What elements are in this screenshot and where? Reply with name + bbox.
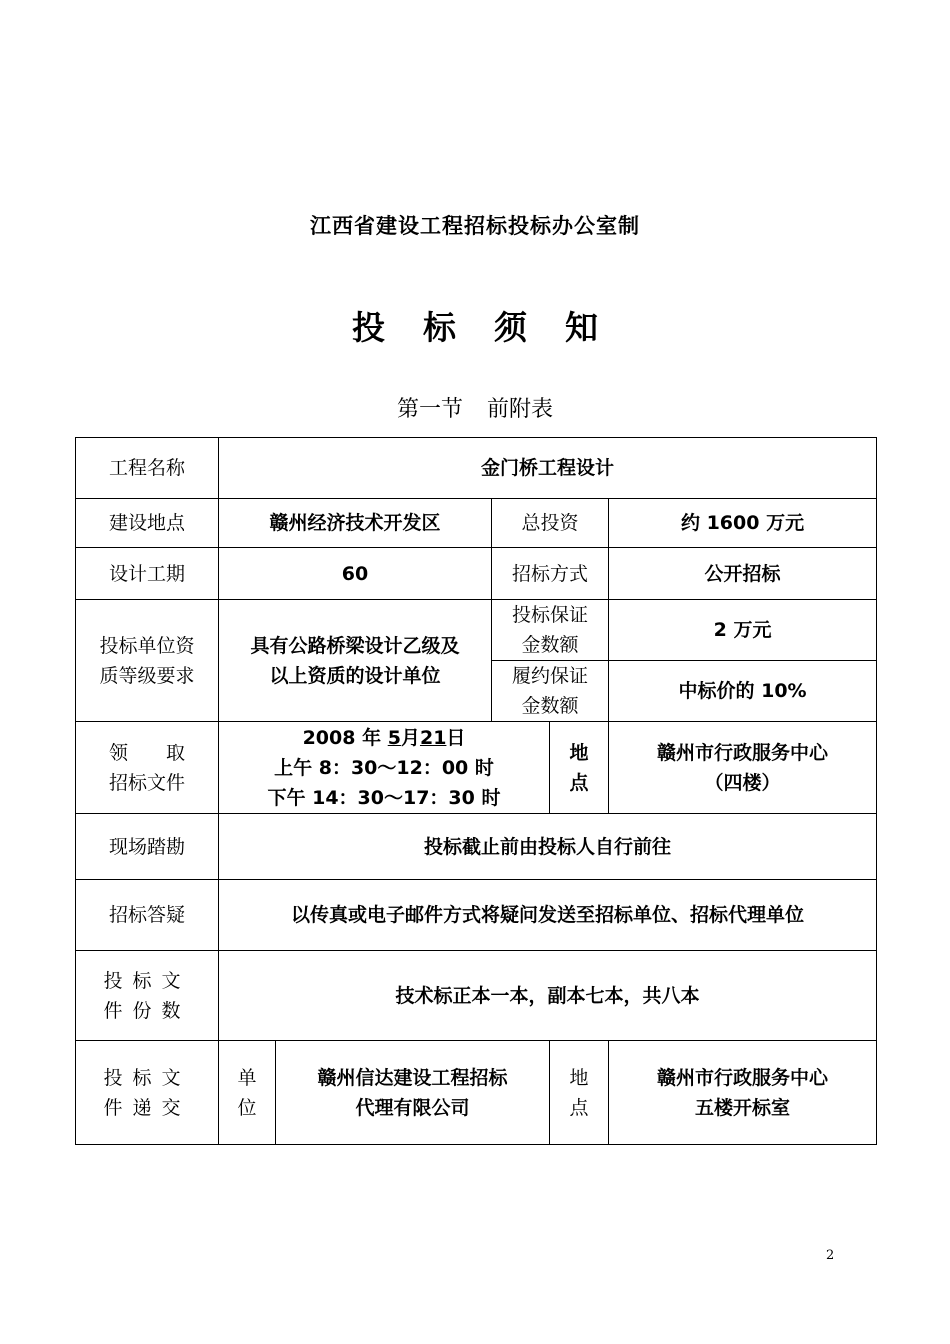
qualification-label-line: 质等级要求 (99, 664, 195, 687)
duration-value: 60 (219, 548, 492, 600)
title-char: 须 (494, 308, 527, 347)
submission-unit-line: 代理有限公司 (355, 1096, 470, 1119)
date-day-unit: 日 (446, 726, 466, 749)
copies-label (76, 951, 219, 1041)
page-number: 2 (826, 1248, 835, 1263)
copies-label-line: 投标文 (103, 969, 191, 992)
copies-value: 技术标正本一本，副本七本，共八本 (219, 951, 877, 1041)
collect-docs-place-label (550, 722, 609, 814)
copies-label-line: 件份数 (103, 999, 191, 1022)
qualification-value-line: 以上资质的设计单位 (269, 664, 441, 687)
collect-docs-label-line: 招标文件 (108, 771, 185, 794)
place-label-char: 点 (569, 1096, 589, 1119)
performance-bond-value: 中标价的 10% (609, 661, 877, 722)
unit-label-char: 位 (237, 1096, 257, 1119)
performance-bond-label-line: 履约保证 (511, 665, 588, 687)
bid-bond-value: 2 万元 (609, 600, 877, 661)
location-value: 赣州经济技术开发区 (219, 499, 492, 548)
collect-docs-place-line: （四楼） (704, 771, 781, 794)
project-name-label: 工程名称 (76, 438, 219, 499)
row-submission (76, 1041, 877, 1145)
performance-bond-label (492, 661, 609, 722)
location-label: 建设地点 (76, 499, 219, 548)
document-title (0, 302, 950, 349)
submission-unit-label (219, 1041, 276, 1145)
submission-label-line: 投标文 (103, 1066, 191, 1089)
date-day: 21 (419, 726, 447, 749)
row-project-name (76, 438, 877, 499)
place-label-char: 点 (569, 771, 589, 794)
clarification-value: 以传真或电子邮件方式将疑问发送至招标单位、招标代理单位 (219, 880, 877, 951)
bid-method-value: 公开招标 (609, 548, 877, 600)
qualification-value-line: 具有公路桥梁设计乙级及 (250, 634, 460, 657)
title-char: 知 (565, 308, 598, 347)
row-collect-documents (76, 722, 877, 814)
investment-value: 约 1600 万元 (609, 499, 877, 548)
date-month-unit: 月 (400, 726, 420, 749)
place-label-char: 地 (569, 741, 589, 764)
row-site-visit (76, 814, 877, 880)
bid-info-table (75, 437, 877, 1145)
submission-place-line: 赣州市行政服务中心 (657, 1066, 829, 1089)
collect-docs-am: 上午 8：30～12：00 时 (274, 756, 494, 779)
submission-place-label (550, 1041, 609, 1145)
place-label-char: 地 (569, 1066, 589, 1089)
collect-docs-label-line: 领 取 (108, 741, 185, 764)
section-heading (0, 392, 950, 423)
submission-unit-value (276, 1041, 550, 1145)
submission-place-value (609, 1041, 877, 1145)
collect-docs-pm: 下午 14：30～17：30 时 (267, 786, 501, 809)
row-duration (76, 548, 877, 600)
collect-docs-place (609, 722, 877, 814)
row-copies (76, 951, 877, 1041)
clarification-label: 招标答疑 (76, 880, 219, 951)
duration-label: 设计工期 (76, 548, 219, 600)
date-year: 2008 (302, 726, 356, 749)
submission-unit-line: 赣州信达建设工程招标 (317, 1066, 508, 1089)
date-year-unit: 年 (362, 726, 382, 749)
performance-bond-label-line: 金数额 (521, 695, 579, 717)
investment-label: 总投资 (492, 499, 609, 548)
bid-bond-label (492, 600, 609, 661)
row-qualification-bid-bond (76, 600, 877, 661)
section-name: 前附表 (487, 397, 554, 422)
qualification-label (76, 600, 219, 722)
title-char: 投 (352, 308, 385, 347)
row-location (76, 499, 877, 548)
bid-bond-label-line: 投标保证 (511, 604, 588, 626)
qualification-label-line: 投标单位资 (99, 634, 195, 657)
qualification-value (219, 600, 492, 722)
submission-place-line: 五楼开标室 (695, 1096, 791, 1119)
project-name-value: 金门桥工程设计 (219, 438, 877, 499)
row-clarification (76, 880, 877, 951)
bid-method-label: 招标方式 (492, 548, 609, 600)
submission-label (76, 1041, 219, 1145)
bid-bond-label-line: 金数额 (521, 634, 579, 656)
collect-docs-date (223, 723, 545, 753)
unit-label-char: 单 (237, 1066, 257, 1089)
collect-docs-place-line: 赣州市行政服务中心 (657, 741, 829, 764)
collect-docs-label (76, 722, 219, 814)
issuing-organization: 江西省建设工程招标投标办公室制 (310, 214, 640, 238)
date-month: 5 (387, 726, 401, 749)
submission-label-line: 件递交 (103, 1096, 191, 1119)
collect-docs-time (219, 722, 550, 814)
site-visit-label: 现场踏勘 (76, 814, 219, 880)
title-char: 标 (423, 308, 456, 347)
site-visit-value: 投标截止前由投标人自行前往 (219, 814, 877, 880)
section-number: 第一节 (396, 397, 463, 422)
